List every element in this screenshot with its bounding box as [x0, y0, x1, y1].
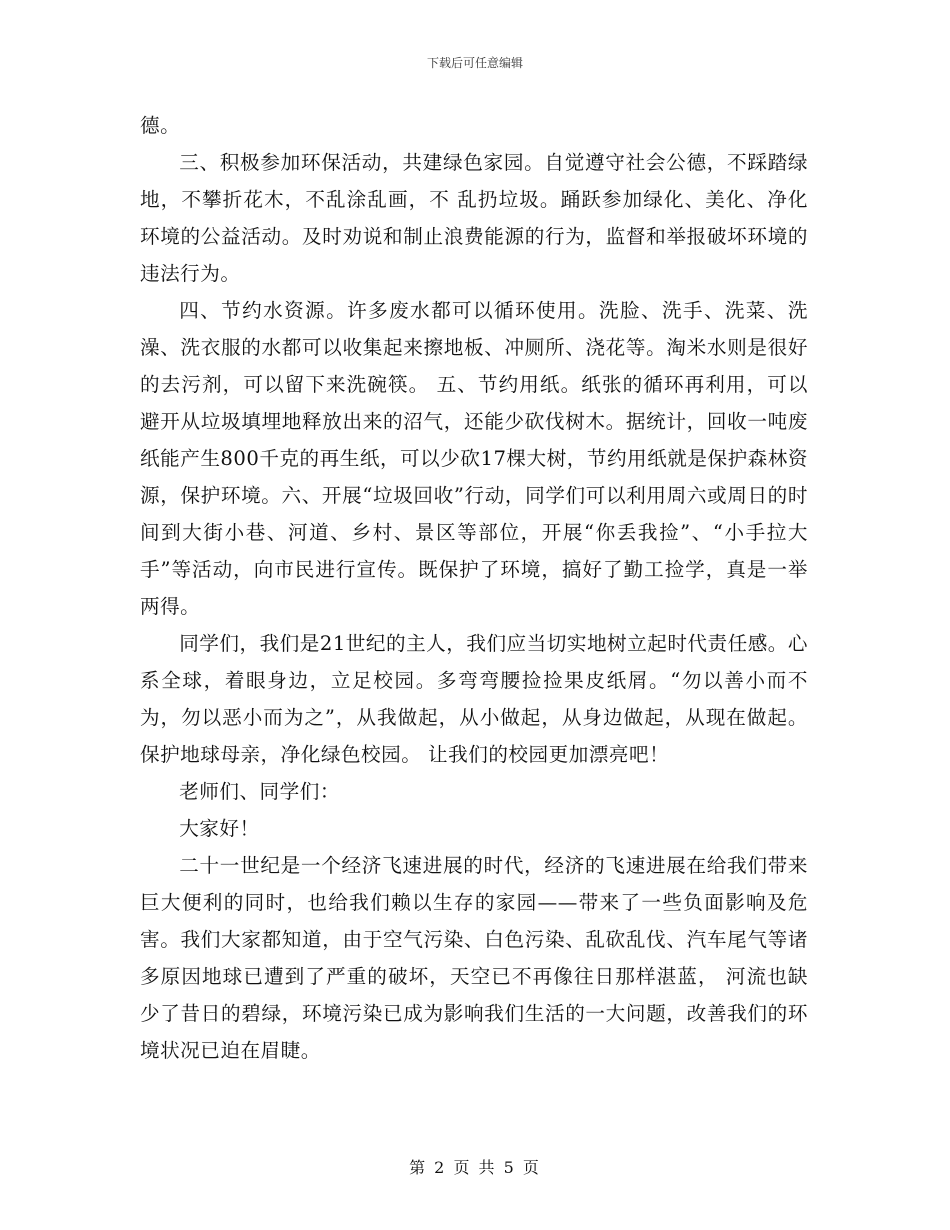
paragraph: 大家好！: [179, 817, 260, 840]
page-footer: 第 2 页 共 5 页: [409, 1158, 541, 1177]
document-body: [140, 107, 808, 1069]
paragraph: 德。: [140, 114, 181, 137]
paragraph: 同学们，我们是21世纪的主人，我们应当切实地树立起时代责任感。心系全球，着眼身边，立足校园。多弯弯腰捡捡果皮纸屑。“勿以善小而不为，勿以恶小而为之”，从我做起，从小做起，从身边做起，从现在做起。保护地球母亲，净化绿色校园。 让我们的校园更加漂亮吧！: [140, 632, 808, 766]
paragraph: 三、积极参加环保活动，共建绿色家园。自觉遵守社会公德，不踩踏绿地，不攀折花木，不乱涂乱画，不 乱扔垃圾。踊跃参加绿化、美化、净化环境的公益活动。及时劝说和制止浪费能源的行为，监督和举报破坏环境的违法行为。: [140, 151, 808, 285]
paragraph: 四、节约水资源。许多废水都可以循环使用。洗脸、洗手、洗菜、洗澡、洗衣服的水都可以收集起来擦地板、冲厕所、浇花等。淘米水则是很好的去污剂，可以留下来洗碗筷。 五、节约用纸。纸张的循环再利用，可以避开从垃圾填埋地释放出来的沼气，还能少砍伐树木。据统计，回收一吨废纸能产生800千克的再生纸，可以少砍17棵大树，节约用纸就是保护森林资源，保护环境。六、开展“垃圾回收”行动，同学们可以利用周六或周日的时间到大街小巷、河道、乡村、景区等部位，开展“你丢我捡”、“小手拉大手”等活动，向市民进行宣传。既保护了环境，搞好了勤工捡学，真是一举两得。: [140, 299, 808, 618]
paragraph: 老师们、同学们：: [179, 780, 340, 803]
paragraph: 二十一世纪是一个经济飞速进展的时代，经济的飞速进展在给我们带来巨大便利的同时，也给我们赖以生存的家园——带来了一些负面影响及危害。我们大家都知道，由于空气污染、白色污染、乱砍乱伐、汽车尾气等诸多原因地球已遭到了严重的破坏，天空已不再像往日那样湛蓝， 河流也缺少了昔日的碧绿，环境污染已成为影响我们生活的一大问题，改善我们的环境状况已迫在眉睫。: [140, 854, 808, 1062]
page-header: 下载后可任意编辑: [426, 56, 523, 70]
